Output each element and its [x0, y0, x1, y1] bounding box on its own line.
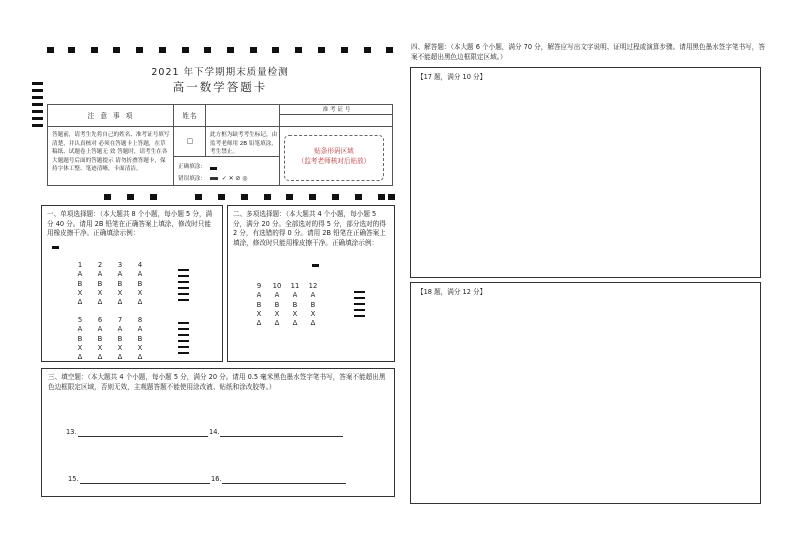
name-field[interactable] [208, 107, 278, 125]
question-15-label: 15. [68, 475, 79, 483]
question-18-label: 【18 题，满分 12 分】 [417, 288, 487, 296]
fill-wrong-examples: ✓ ✕ ⊘ ◎ [210, 175, 247, 184]
question-1[interactable]: 1 A B X Δ [77, 261, 83, 307]
question-11[interactable]: 11 A B X Δ [290, 282, 300, 328]
notice-title: 注 意 事 项 [87, 112, 135, 120]
fill-correct-label: 正确填涂： [178, 164, 206, 170]
fill-blank-title: 三、填空题：（本大题共 4 个小题，每小题 5 分，满分 20 分。请用 0.5 毫米黑色墨水签字笔书写，答案不能超出黑色边框限定区域，否则无效，主观题答题不能使用涂改液、贴纸和涂改胶等。） [48, 373, 386, 391]
question-15-answer[interactable] [80, 474, 210, 484]
question-14-answer[interactable] [220, 427, 343, 437]
exam-number-label: 准 考 证 号 [322, 107, 351, 113]
multiple-choice-group [253, 282, 383, 332]
question-16-label: 16. [211, 475, 222, 483]
question-9[interactable]: 9 A B X Δ [256, 282, 262, 328]
absent-note: 此方框为缺考考生标记，由监考老师用 2B 铅笔填涂，考生禁止。 [210, 132, 278, 155]
barcode-label: 贴条形码区域 [314, 147, 354, 155]
question-10[interactable]: 10 A B X Δ [272, 282, 282, 328]
notice-text: 答题前，请考生先将自己的姓名、准考证号填写清楚，并认真核对 必须在答题卡上答题，在草稿纸、试题卷上答题无 效 答题时，请考生在各大题题号后面的答题提示 请勿折叠答题卡，保持字体工整、笔迹清晰，卡面清洁。 [52, 132, 170, 172]
question-18-box[interactable] [410, 282, 761, 504]
question-7[interactable]: 7 A B X Δ [117, 316, 123, 362]
exam-title: 2021 年下学期期末质量检测 [151, 67, 289, 78]
multiple-choice-section [227, 205, 395, 362]
fill-correct-example [210, 167, 217, 170]
question-2[interactable]: 2 A B X Δ [97, 261, 103, 307]
card-title: 高一数学答题卡 [172, 80, 268, 94]
single-choice-section [41, 205, 223, 362]
absent-checkbox[interactable]: □ [186, 137, 194, 145]
question-14-label: 14. [209, 428, 220, 436]
fill-example-mark [52, 246, 59, 249]
single-choice-title: 一、单项选择题：（本大题共 8 个小题，每小题 5 分，满分 40 分。请用 2B 铅笔在正确答案上填涂，修改时只能用橡皮擦干净。正确填涂示例： [47, 210, 213, 238]
question-17-label: 【17 题，满分 10 分】 [417, 73, 487, 81]
question-13-label: 13. [66, 428, 77, 436]
exam-number-boxes[interactable] [280, 115, 393, 127]
single-choice-group-2 [74, 316, 194, 362]
question-17-box[interactable] [410, 67, 761, 278]
fill-example-mark [312, 264, 319, 267]
barcode-note: （监考老师核对后贴放） [297, 157, 371, 165]
question-6[interactable]: 6 A B X Δ [97, 316, 103, 362]
single-choice-group-1 [74, 261, 194, 311]
question-4[interactable]: 4 A B X Δ [137, 261, 143, 307]
question-16-answer[interactable] [222, 474, 346, 484]
solution-section-title: 四、解答题：（本大题 6 个小题，满分 70 分，解答应写出文字说明、证明过程或演算步骤。请用黑色墨水签字笔书写，答案不能超出黑色边框限定区域。） [411, 43, 765, 61]
fill-wrong-label: 错误填涂： [178, 176, 206, 182]
question-8[interactable]: 8 A B X Δ [137, 316, 143, 362]
question-12[interactable]: 12 A B X Δ [308, 282, 318, 328]
fill-blank-section [41, 368, 395, 497]
info-table [47, 104, 393, 186]
question-5[interactable]: 5 A B X Δ [77, 316, 83, 362]
question-13-answer[interactable] [78, 427, 208, 437]
question-3[interactable]: 3 A B X Δ [117, 261, 123, 307]
multiple-choice-title: 二、多项选择题：（本大题共 4 个小题，每小题 5 分，满分 20 分。全部选对的得 5 分，部分选对的得 2 分，有选错的得 0 分。请用 2B 铅笔在正确答案上填涂，修改时只能用橡皮擦干净。正确填涂示例： [233, 210, 386, 247]
name-label: 姓名 [182, 112, 198, 120]
